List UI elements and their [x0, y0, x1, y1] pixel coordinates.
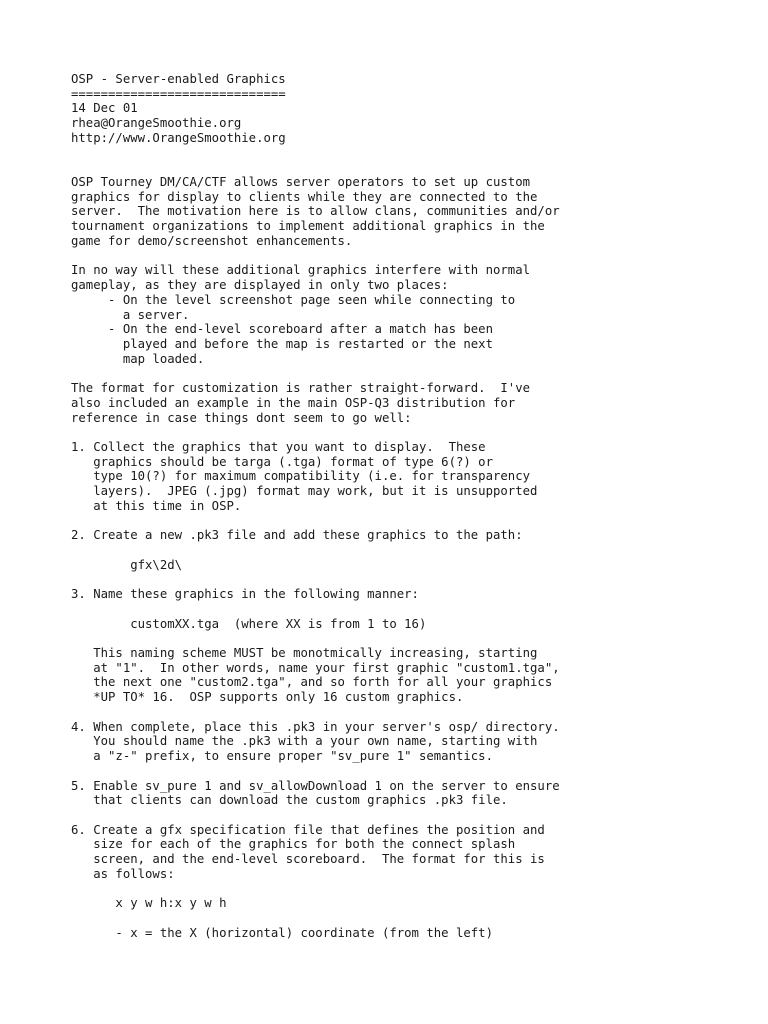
step-6-format: x y w h:x y w h	[71, 896, 227, 911]
step-6: 6. Create a gfx specification file that defines the position and size for each of the graphics for both the connect splash screen, and the end-level scoreboard. The format for this is as follows:	[71, 822, 545, 881]
document-text	[71, 72, 761, 940]
document-page	[71, 72, 761, 940]
step-3: 3. Name these graphics in the following manner:	[71, 587, 419, 602]
step-2-path: gfx\2d\	[71, 557, 183, 572]
intro-paragraph: OSP Tourney DM/CA/CTF allows server operators to set up custom graphics for display to clients while they are connected to the server. The motivation here is to allow clans, communities and/or tournament organizations to implement additional graphics in the game for demo/screenshot enhancements.	[71, 175, 560, 248]
gameplay-paragraph: In no way will these additional graphics interfere with normal gameplay, as they are displayed in only two places: - On the level screenshot page seen while connecting to a server. - On the end-level scoreboard after a match has been played and before the map is restarted or the next map loaded.	[71, 263, 531, 366]
step-2: 2. Create a new .pk3 file and add these graphics to the path:	[71, 528, 523, 543]
doc-date: 14 Dec 01	[71, 101, 138, 116]
format-intro-paragraph: The format for customization is rather straight-forward. I've also included an example in the main OSP-Q3 distribution for reference in case things dont seem to go well:	[71, 381, 531, 425]
step-6-x-definition: - x = the X (horizontal) coordinate (from the left)	[71, 925, 493, 940]
step-4: 4. When complete, place this .pk3 in your server's osp/ directory. You should name the .pk3 with a your own name, starting with a "z-" prefix, to ensure proper "sv_pure 1" semantics.	[71, 719, 560, 764]
doc-title: OSP - Server-enabled Graphics	[71, 72, 286, 86]
step-1: 1. Collect the graphics that you want to display. These graphics should be targa (.tga) format of type 6(?) or type 10(?) for maximum compatibility (i.e. for transparency layers). JPEG (.jpg) format may work, but it is unsupported at this time in OSP.	[71, 439, 538, 513]
author-url: http://www.OrangeSmoothie.org	[71, 130, 286, 145]
step-5: 5. Enable sv_pure 1 and sv_allowDownload 1 on the server to ensure that clients can download the custom graphics .pk3 file.	[71, 778, 560, 808]
author-email: rhea@OrangeSmoothie.org	[71, 116, 242, 131]
title-underline: =============================	[71, 86, 286, 101]
step-3-example: customXX.tga (where XX is from 1 to 16)	[71, 616, 427, 631]
step-3-note: This naming scheme MUST be monotmically increasing, starting at "1". In other words, name your first graphic "custom1.tga", the next one "custom2.tga", and so forth for all your graphics *UP TO* 16. OSP supports only 16 custom graphics.	[93, 646, 560, 705]
